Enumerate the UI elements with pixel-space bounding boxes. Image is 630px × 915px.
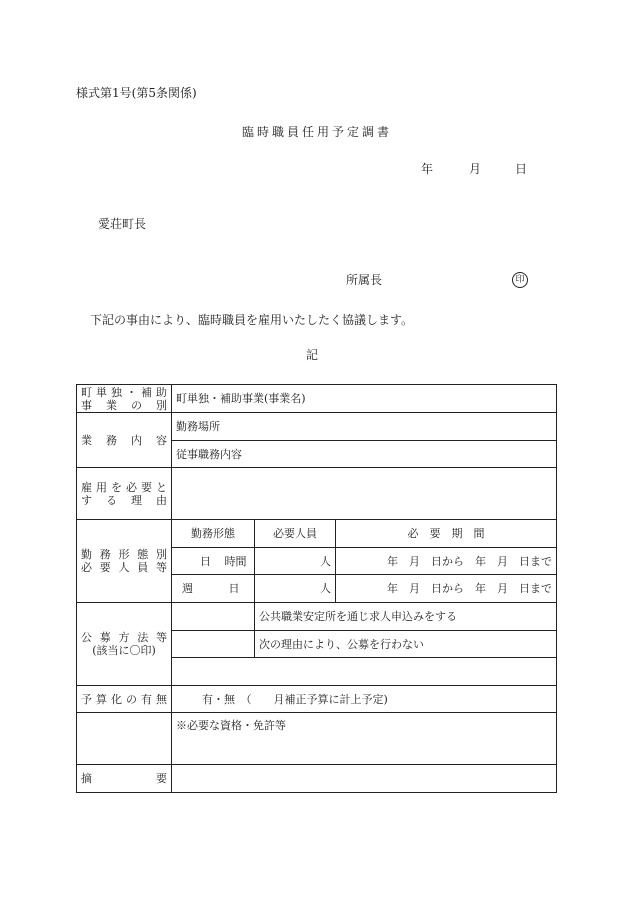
reason-label-1: 雇用を必要と: [81, 480, 167, 494]
recruit-method-label-2: (該当に〇印): [92, 644, 156, 657]
budget-label-text: 予算化の有無: [81, 692, 167, 706]
daily-period-field[interactable]: 年 月 日から 年 月 日まで: [336, 548, 557, 575]
application-table: [76, 384, 557, 793]
intro-text: 下記の事由により、臨時職員を雇用いたしたく協議します。: [90, 313, 414, 327]
row-project-type: [77, 385, 557, 413]
work-place-field[interactable]: 勤務場所: [172, 413, 557, 441]
work-duty-field[interactable]: 従事職務内容: [172, 441, 557, 468]
seal-mark: 印: [512, 272, 528, 288]
work-content-label: [77, 413, 172, 468]
recruit-method-label: [77, 603, 172, 686]
recruit-reason-field[interactable]: [172, 658, 557, 686]
row-recruit-1: [77, 603, 557, 631]
reason-label: [77, 468, 172, 520]
daily-unit-label: 日: [200, 554, 211, 568]
work-content-label-text: 業務内容: [81, 433, 167, 447]
budget-label: [77, 686, 172, 713]
header-required-period: 必 要 期 間: [336, 520, 557, 548]
recruit-option-1: 公共職業安定所を通じ求人申込みをする: [255, 603, 557, 631]
header-work-form: 勤務形態: [172, 520, 255, 548]
document-title: 臨時職員任用予定調書: [242, 125, 393, 139]
date-day-label: 日: [515, 162, 528, 176]
project-type-value[interactable]: 町単独・補助事業(事業名): [172, 385, 557, 413]
recruit-method-label-1: 公募方法等: [81, 631, 167, 644]
remarks-label-text: 摘要: [81, 772, 167, 785]
weekly-unit-label: 週: [182, 582, 193, 595]
daily-hours-unit-label: 時間: [224, 554, 247, 568]
form-number: 様式第1号(第5条関係): [76, 86, 197, 100]
project-type-label-1: 町単独・補助: [81, 385, 167, 399]
row-remarks: [77, 765, 557, 793]
recruit-option-2: 次の理由により、公募を行わない: [255, 631, 557, 658]
work-style-label-1: 勤務形態別: [81, 548, 167, 561]
budget-field[interactable]: 有・無 （ 月補正予算に計上予定): [172, 686, 557, 713]
weekly-period-field[interactable]: 年 月 日から 年 月 日まで: [336, 575, 557, 603]
qualification-label: [77, 713, 172, 765]
weekly-days-field[interactable]: [172, 575, 255, 603]
daily-hours-field[interactable]: [172, 548, 255, 575]
weekly-days-unit-label: 日: [228, 582, 240, 595]
project-type-label-2: 事業の別: [81, 398, 167, 412]
recruit-option-2-mark[interactable]: [172, 631, 255, 658]
header-required-people: 必要人員: [255, 520, 336, 548]
weekly-people-field[interactable]: 人: [255, 575, 336, 603]
date-year-label: 年: [421, 162, 434, 176]
recruit-option-1-mark[interactable]: [172, 603, 255, 631]
work-style-label: [77, 520, 172, 603]
row-budget: [77, 686, 557, 713]
work-style-label-2: 必要人員等: [81, 561, 167, 574]
remarks-field[interactable]: [172, 765, 557, 793]
row-qualification: [77, 713, 557, 765]
qualification-field[interactable]: ※必要な資格・免許等: [172, 713, 557, 765]
addressee: 愛荘町長: [98, 217, 147, 231]
project-type-label: [77, 385, 172, 413]
date-month-label: 月: [469, 162, 482, 176]
reason-field[interactable]: [172, 468, 557, 520]
row-work-style-header: [77, 520, 557, 548]
sender-title: 所属長: [346, 273, 383, 287]
row-work-place: [77, 413, 557, 441]
reason-label-2: する理由: [81, 493, 167, 507]
remarks-label: [77, 765, 172, 793]
daily-people-field[interactable]: 人: [255, 548, 336, 575]
ki-heading: 記: [306, 348, 319, 362]
row-reason: [77, 468, 557, 520]
